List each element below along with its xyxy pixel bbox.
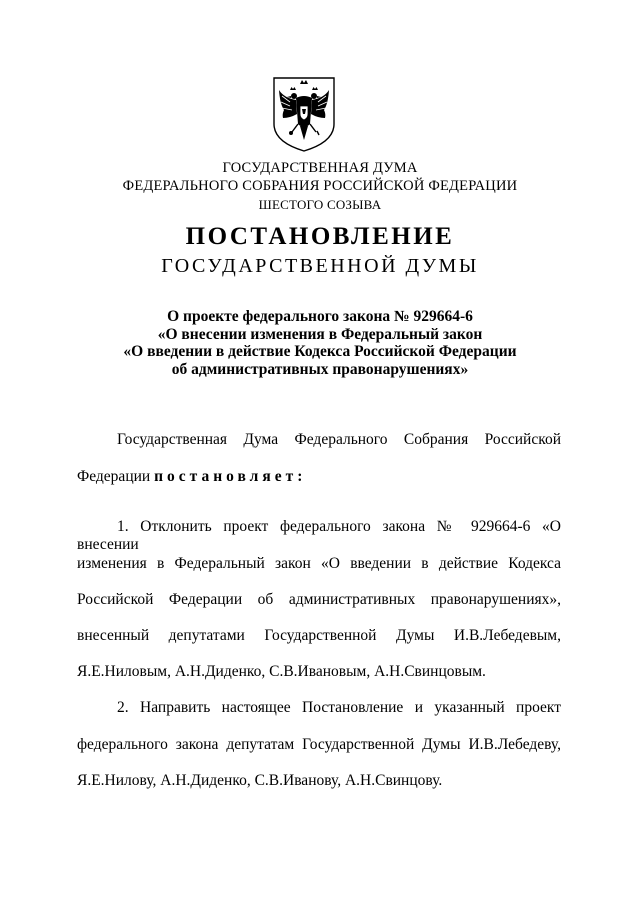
subject-line-2: «О внесении изменения в Федеральный закон [157,325,483,343]
item-1-line-4: внесенный депутатами Государственной Думы И.В.Лебедевым, [77,627,561,644]
preamble-line-2 [77,468,561,486]
issuer-line-2: ФЕДЕРАЛЬНОГО СОБРАНИЯ РОССИЙСКОЙ ФЕДЕРАЦИИ [122,178,518,194]
item-2-line-2: федерального закона депутатам Государственной Думы И.В.Лебедеву, [77,736,561,753]
subject-line-1: О проекте федерального закона № 929664-6 [167,308,473,325]
convocation: ШЕСТОГО СОЗЫВА [258,197,382,212]
coat-of-arms-icon [270,74,338,154]
item-2-line-1: 2. Направить настоящее Постановление и указанный проект [117,699,561,716]
issuer-line-1: ГОСУДАРСТВЕННАЯ ДУМА [222,160,418,176]
preamble-line-1: Государственная Дума Федерального Собрания Российской [117,431,561,448]
item-2-line-3: Я.Е.Нилову, А.Н.Диденко, С.В.Иванову, А.Н.Свинцову. [77,772,443,789]
item-1-line-5: Я.Е.Ниловым, А.Н.Диденко, С.В.Ивановым, А.Н.Свинцовым. [77,663,486,680]
item-1-line-2: изменения в Федеральный закон «О введении в действие Кодекса [77,555,561,572]
preamble-line-2-start: Федерации [77,468,151,485]
subject-line-4: об административных правонарушениях» [171,360,469,378]
document-subject [0,308,640,378]
issuer-header [0,160,640,214]
item-1-line-3: Российской Федерации об административных правонарушениях», [77,591,561,608]
document-type: ПОСТАНОВЛЕНИЕ [185,223,455,250]
document-issuer: ГОСУДАРСТВЕННОЙ ДУМЫ [161,255,479,277]
subject-line-3: «О введении в действие Кодекса Российской Федерации [123,343,517,360]
item-1-line-1: 1. Отклонить проект федерального закона № 929664-6 «О внесении [77,518,561,553]
preamble-verb: постановляет: [154,468,307,485]
